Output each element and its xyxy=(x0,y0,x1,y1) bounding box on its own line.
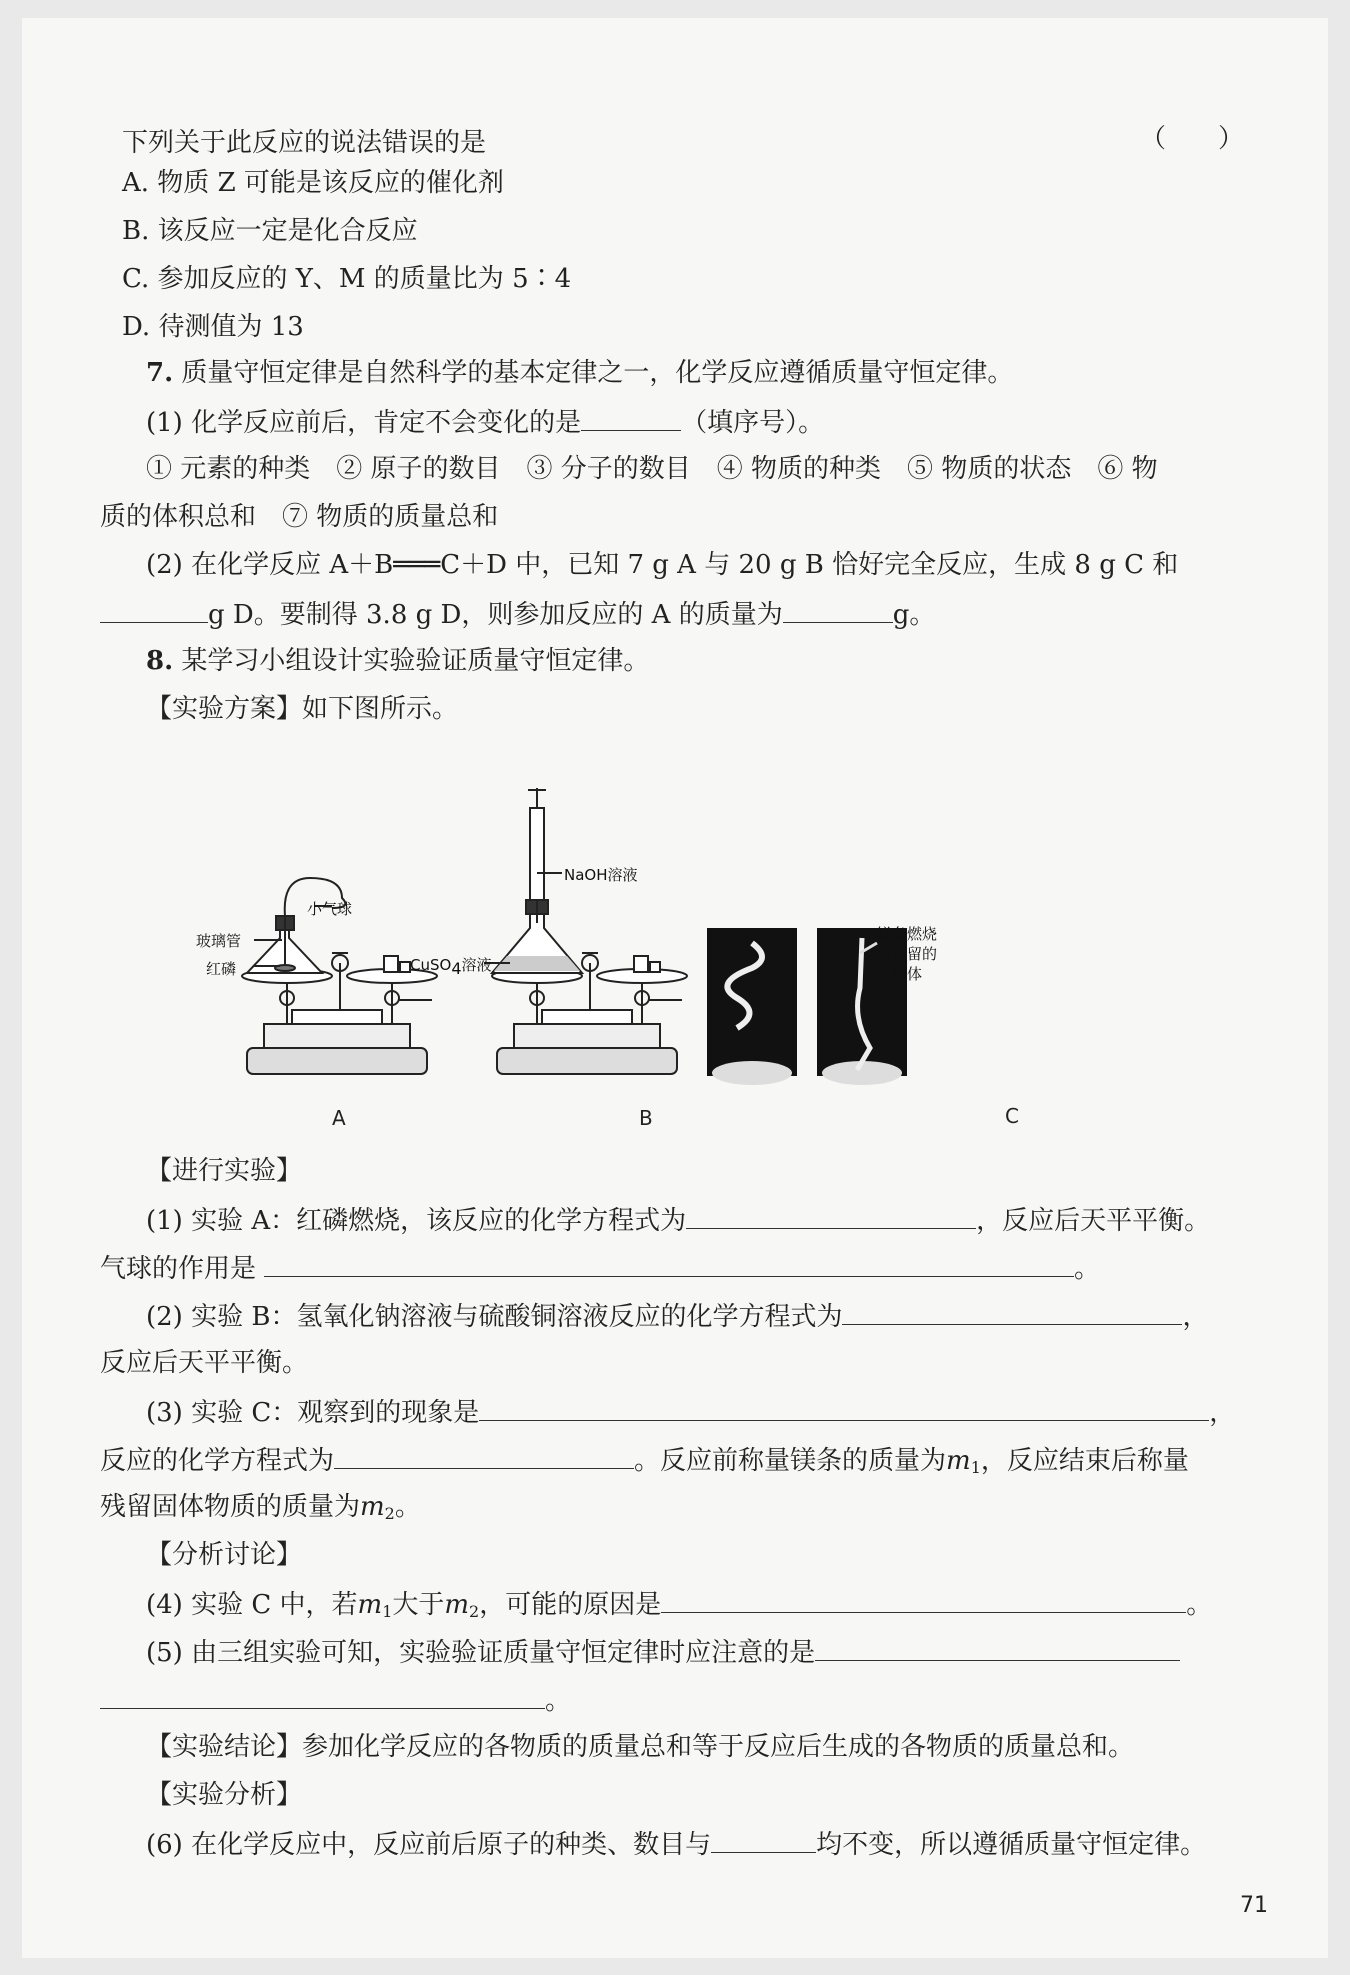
page-number: 71 xyxy=(1240,1893,1268,1918)
disc-4-greater: 大于 xyxy=(392,1590,445,1620)
apparatus-drawing xyxy=(192,788,1192,1138)
m1-symbol: m xyxy=(946,1446,971,1476)
exp-1-text: (1) 实验 A：红磷燃烧，该反应的化学方程式为 xyxy=(146,1206,687,1236)
exp-1-cont xyxy=(100,1250,1100,1286)
q7-text: 质量守恒定律是自然科学的基本定律之一，化学反应遵循质量守恒定律。 xyxy=(173,358,1014,388)
disc-5-cont xyxy=(100,1682,571,1718)
exp-2-text: (2) 实验 B：氢氧化钠溶液与硫酸铜溶液反应的化学方程式为 xyxy=(146,1302,843,1332)
m2-symbol: m xyxy=(360,1492,385,1522)
analysis-6-suffix: 均不变，所以遵循质量守恒定律。 xyxy=(816,1830,1207,1860)
exp-1-balloon-text: 气球的作用是 xyxy=(100,1254,257,1284)
disc-4-m1: m xyxy=(357,1590,383,1620)
disc-5-blank[interactable] xyxy=(815,1634,1180,1661)
q6-option-c: C. 参加反应的 Y、M 的质量比为 5∶4 xyxy=(122,264,572,294)
exp-heading: 【进行实验】 xyxy=(146,1156,303,1186)
exp-3-blank-phenomenon[interactable] xyxy=(479,1394,1209,1421)
red-phosphorus-label: 红磷 xyxy=(206,960,237,978)
disc-4-reason-text: ，可能的原因是 xyxy=(479,1590,662,1620)
naoh-label: NaOH溶液 xyxy=(564,866,638,884)
exp-3 xyxy=(146,1394,1235,1430)
analysis-6-text: (6) 在化学反应中，反应前后原子的种类、数目与 xyxy=(146,1830,712,1860)
cuso4-label: CuSO4溶液 xyxy=(410,956,492,978)
q8-text: 某学习小组设计实验验证质量守恒定律。 xyxy=(173,646,650,676)
analysis-heading: 【实验分析】 xyxy=(146,1780,303,1810)
disc-4-text: (4) 实验 C 中，若 xyxy=(146,1590,358,1620)
conclusion: 【实验结论】参加化学反应的各物质的质量总和等于反应后生成的各物质的质量总和。 xyxy=(146,1732,1135,1762)
exp-1-blank-equation[interactable] xyxy=(686,1202,976,1229)
exp-3-comma: ， xyxy=(1209,1398,1236,1428)
exp-3-eq-text: 反应的化学方程式为 xyxy=(100,1446,335,1476)
q6-answer-paren[interactable]: （ ） xyxy=(1140,124,1245,154)
disc-5-text: (5) 由三组实验可知，实验验证质量守恒定律时应注意的是 xyxy=(146,1638,816,1668)
q6-option-d: D. 待测值为 13 xyxy=(122,312,304,342)
exp-3-mass-text: 。反应前称量镁条的质量为 xyxy=(634,1446,947,1476)
q6-option-a: A. 物质 Z 可能是该反应的催化剂 xyxy=(122,168,504,198)
analysis-6 xyxy=(146,1826,1206,1862)
disc-4-end: 。 xyxy=(1186,1590,1213,1620)
glass-tube-label: 玻璃管 xyxy=(196,932,242,950)
discussion-heading: 【分析讨论】 xyxy=(146,1540,303,1570)
q7-number: 7. xyxy=(146,358,174,388)
exp-1 xyxy=(146,1202,1210,1238)
disc-4-m2-sub: 2 xyxy=(469,1602,480,1621)
m1-subscript: 1 xyxy=(970,1458,981,1477)
disc-5 xyxy=(146,1634,1180,1670)
exp-3-after-text: ，反应结束后称量 xyxy=(980,1446,1189,1476)
weights-a xyxy=(384,956,410,972)
disc-4-blank[interactable] xyxy=(661,1586,1186,1613)
exp-2-cont: 反应后天平平衡。 xyxy=(100,1348,309,1378)
residue-label-1: 镁条燃烧 xyxy=(877,925,938,943)
exp-3-cont2 xyxy=(100,1490,421,1531)
exp-3-blank-equation[interactable] xyxy=(334,1442,634,1469)
analysis-6-blank[interactable] xyxy=(711,1826,816,1853)
exp-2-blank[interactable] xyxy=(842,1298,1182,1325)
disc-5-blank-cont[interactable] xyxy=(100,1682,545,1709)
figure-label-c: C xyxy=(1005,1104,1019,1128)
q8-number: 8. xyxy=(146,646,174,676)
q7-part2-cont xyxy=(100,596,935,632)
disc-4-m1-sub: 1 xyxy=(382,1602,393,1621)
residue-label-3: 固体 xyxy=(892,965,923,983)
q7-1-blank[interactable] xyxy=(581,404,681,431)
figure-label-a: A xyxy=(332,1106,346,1130)
disc-4 xyxy=(146,1586,1212,1629)
q7-part2: (2) 在化学反应 A＋B═══C＋D 中，已知 7 g A 与 20 g B 恰好完全反应，生成 8 g C 和 xyxy=(146,550,1179,580)
weights-b xyxy=(634,956,660,972)
disc-4-m2: m xyxy=(444,1590,470,1620)
figure-label-b: B xyxy=(639,1106,653,1130)
disc-5-end: 。 xyxy=(545,1686,572,1716)
q6-stem: 下列关于此反应的说法错误的是 xyxy=(122,128,487,158)
q8-stem xyxy=(146,644,649,678)
q7-part1 xyxy=(146,404,824,440)
q7-1-suffix: （填序号）。 xyxy=(681,408,825,438)
exp-3-residue-text: 残留固体物质的质量为 xyxy=(100,1492,361,1522)
experiment-figure xyxy=(192,788,1192,1138)
exp-3-text: (3) 实验 C：观察到的现象是 xyxy=(146,1398,480,1428)
q7-2-suffix: g。 xyxy=(892,600,936,630)
m2-subscript: 2 xyxy=(384,1504,395,1523)
flask-a xyxy=(247,878,345,973)
exp-3-end: 。 xyxy=(394,1492,421,1522)
q7-2-blank-d[interactable] xyxy=(100,596,208,623)
exp-2 xyxy=(146,1298,1208,1334)
exp-2-comma: ， xyxy=(1182,1302,1209,1332)
q7-options-line2: 质的体积总和 ⑦ 物质的质量总和 xyxy=(100,502,499,532)
plan-heading: 【实验方案】如下图所示。 xyxy=(146,694,459,724)
exp-1-suffix: ，反应后天平平衡。 xyxy=(976,1206,1211,1236)
residue-label-2: 后残留的 xyxy=(877,945,938,963)
exp-1-end: 。 xyxy=(1074,1254,1101,1284)
worksheet-page xyxy=(22,18,1328,1958)
q7-1-text: (1) 化学反应前后，肯定不会变化的是 xyxy=(146,408,582,438)
q7-stem xyxy=(146,356,1013,390)
exp-1-blank-balloon[interactable] xyxy=(264,1250,1074,1277)
exp-3-cont xyxy=(100,1442,1189,1485)
balloon-label: 小气球 xyxy=(307,900,353,918)
q6-option-b: B. 该反应一定是化合反应 xyxy=(122,216,418,246)
q7-options-line1: ① 元素的种类 ② 原子的数目 ③ 分子的数目 ④ 物质的种类 ⑤ 物质的状态 ⑥ 物 xyxy=(146,454,1158,484)
q7-2-text: g D。要制得 3.8 g D，则参加反应的 A 的质量为 xyxy=(208,600,783,630)
q7-2-blank-a[interactable] xyxy=(783,596,893,623)
